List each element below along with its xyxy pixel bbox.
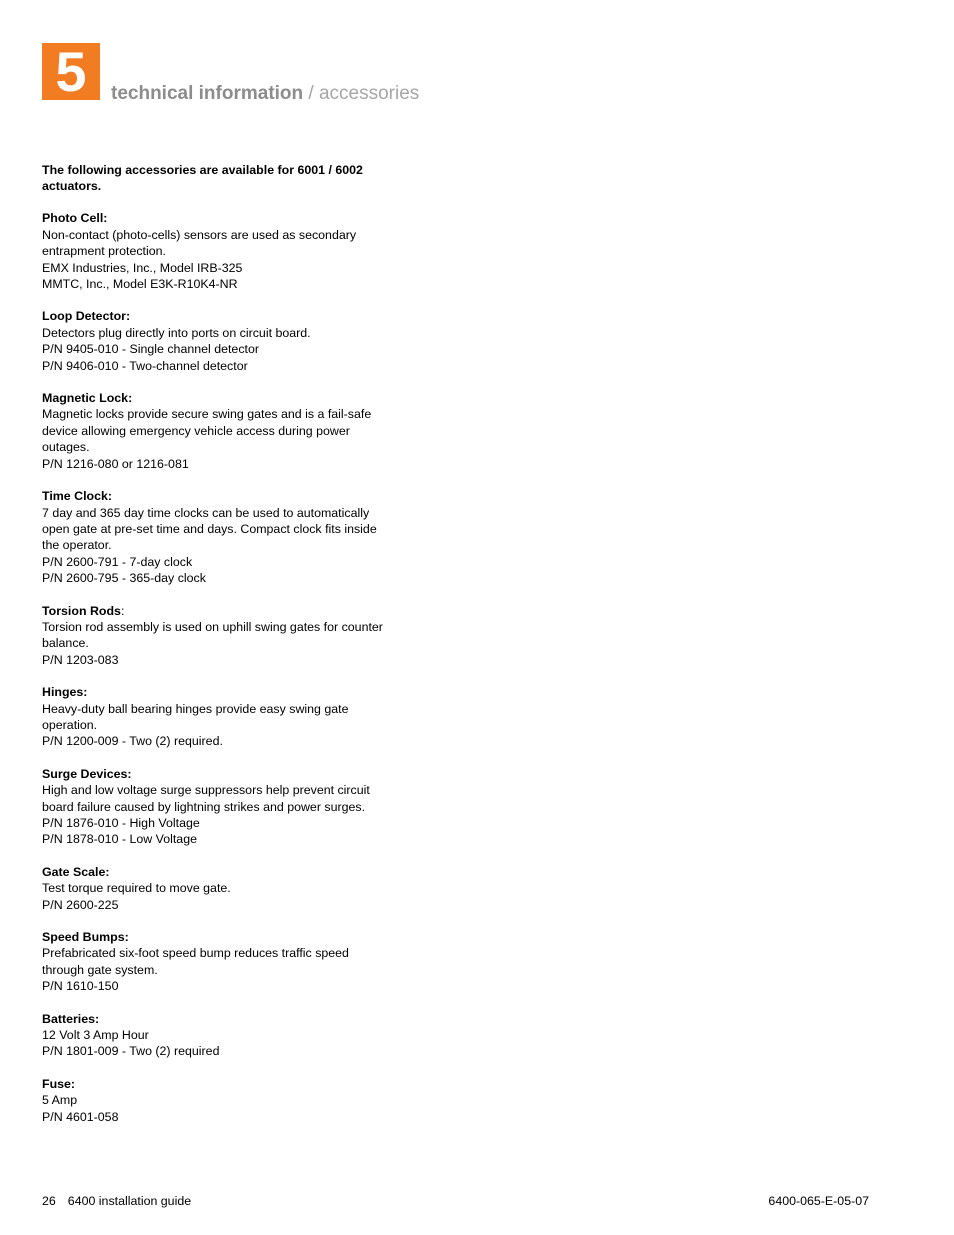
accessory-section xyxy=(42,390,392,472)
accessory-heading: Time Clock: xyxy=(42,489,113,504)
accessory-section xyxy=(42,210,392,292)
accessory-heading-line xyxy=(42,864,392,880)
accessory-section xyxy=(42,488,392,586)
accessory-heading: Magnetic Lock: xyxy=(42,391,133,406)
accessory-detail-line: High and low voltage surge suppressors help prevent circuit board failure caused by lightning strikes and power surges. xyxy=(42,783,370,814)
accessory-heading: Speed Bumps: xyxy=(42,930,129,945)
accessory-detail-line: P/N 1801-009 - Two (2) required xyxy=(42,1044,220,1059)
accessory-section xyxy=(42,684,392,750)
accessory-heading: Photo Cell: xyxy=(42,211,108,226)
accessory-detail-line: Torsion rod assembly is used on uphill swing gates for counter balance. xyxy=(42,619,383,651)
accessory-detail-line: P/N 4601-058 xyxy=(42,1109,119,1124)
accessory-detail-line: P/N 1876-010 - High Voltage xyxy=(42,816,200,830)
accessory-detail-line: P/N 1878-010 - Low Voltage xyxy=(42,832,197,847)
accessory-detail-line: P/N 1203-083 xyxy=(42,652,119,667)
accessory-detail-line: P/N 9405-010 - Single channel detector xyxy=(42,342,259,357)
accessory-detail-line: P/N 2600-791 - 7-day clock xyxy=(42,554,193,569)
page-title-main: technical information xyxy=(111,83,304,104)
accessory-heading-line xyxy=(42,210,392,226)
accessory-heading-line xyxy=(42,1076,392,1092)
accessory-heading: Torsion Rods xyxy=(42,603,121,618)
accessory-heading: Loop Detector: xyxy=(42,309,131,324)
accessory-detail-line: 12 Volt 3 Amp Hour xyxy=(42,1028,149,1043)
accessory-detail-line: Non-contact (photo-cells) sensors are used as secondary entrapment protection. xyxy=(42,227,357,259)
accessory-section xyxy=(42,1076,392,1125)
accessory-heading: Hinges: xyxy=(42,685,88,700)
accessory-heading-line xyxy=(42,603,392,619)
document-code: 6400-065-E-05-07 xyxy=(768,1194,869,1208)
accessory-section xyxy=(42,308,392,374)
accessory-detail-line: P/N 1216-080 or 1216-081 xyxy=(42,456,189,471)
accessory-heading-line xyxy=(42,488,392,504)
accessory-heading: Surge Devices: xyxy=(42,766,132,781)
accessory-section xyxy=(42,766,392,848)
accessory-heading-line xyxy=(42,308,392,324)
accessory-detail-line: EMX Industries, Inc., Model IRB-325 xyxy=(42,260,243,275)
accessory-heading-line xyxy=(42,766,392,782)
page-title xyxy=(111,82,419,106)
accessory-heading: Batteries: xyxy=(42,1011,100,1026)
accessory-detail-line: MMTC, Inc., Model E3K-R10K4-NR xyxy=(42,277,238,292)
accessory-detail-line: 5 Amp xyxy=(42,1093,78,1108)
page-number: 26 xyxy=(42,1194,56,1208)
chapter-number-badge: 5 xyxy=(42,43,100,100)
accessory-detail-line: P/N 1200-009 - Two (2) required. xyxy=(42,734,223,749)
accessory-detail-line: Prefabricated six-foot speed bump reduces traffic speed through gate system. xyxy=(42,946,349,977)
accessory-detail-line: Detectors plug directly into ports on circuit board. xyxy=(42,325,311,340)
accessory-heading: Fuse: xyxy=(42,1076,76,1091)
guide-title: 6400 installation guide xyxy=(67,1194,192,1208)
intro-text: The following accessories are available for 6001 / 6002 actuators. xyxy=(42,163,363,194)
accessory-sections xyxy=(42,210,392,1125)
page-title-separator: / xyxy=(303,83,319,104)
accessory-detail-line: P/N 2600-225 xyxy=(42,897,119,912)
accessory-heading-line xyxy=(42,390,392,406)
page-title-sub: accessories xyxy=(318,83,420,104)
accessory-detail-line: P/N 2600-795 - 365-day clock xyxy=(42,571,206,586)
accessory-detail-line: Test torque required to move gate. xyxy=(42,881,231,896)
accessories-list xyxy=(42,162,392,1141)
accessory-section xyxy=(42,864,392,913)
accessory-detail-line: 7 day and 365 day time clocks can be used to automatically open gate at pre-set time and days. Compact clock fits inside the operator. xyxy=(42,505,377,553)
accessory-heading-line xyxy=(42,1011,392,1027)
accessory-detail-line: P/N 9406-010 - Two-channel detector xyxy=(42,358,248,373)
accessory-detail-line: Magnetic locks provide secure swing gates and is a fail-safe device allowing emergency vehicle access during power outages. xyxy=(42,407,372,455)
accessory-section xyxy=(42,929,392,995)
accessory-detail-line: Heavy-duty ball bearing hinges provide easy swing gate operation. xyxy=(42,701,349,732)
accessory-heading-line xyxy=(42,929,392,945)
accessory-section xyxy=(42,603,392,669)
accessory-section xyxy=(42,1011,392,1060)
footer-left xyxy=(42,1193,191,1209)
accessory-heading-line xyxy=(42,684,392,700)
accessory-heading-suffix: : xyxy=(120,603,125,618)
accessory-heading: Gate Scale: xyxy=(42,864,110,879)
accessory-detail-line: P/N 1610-150 xyxy=(42,979,119,994)
